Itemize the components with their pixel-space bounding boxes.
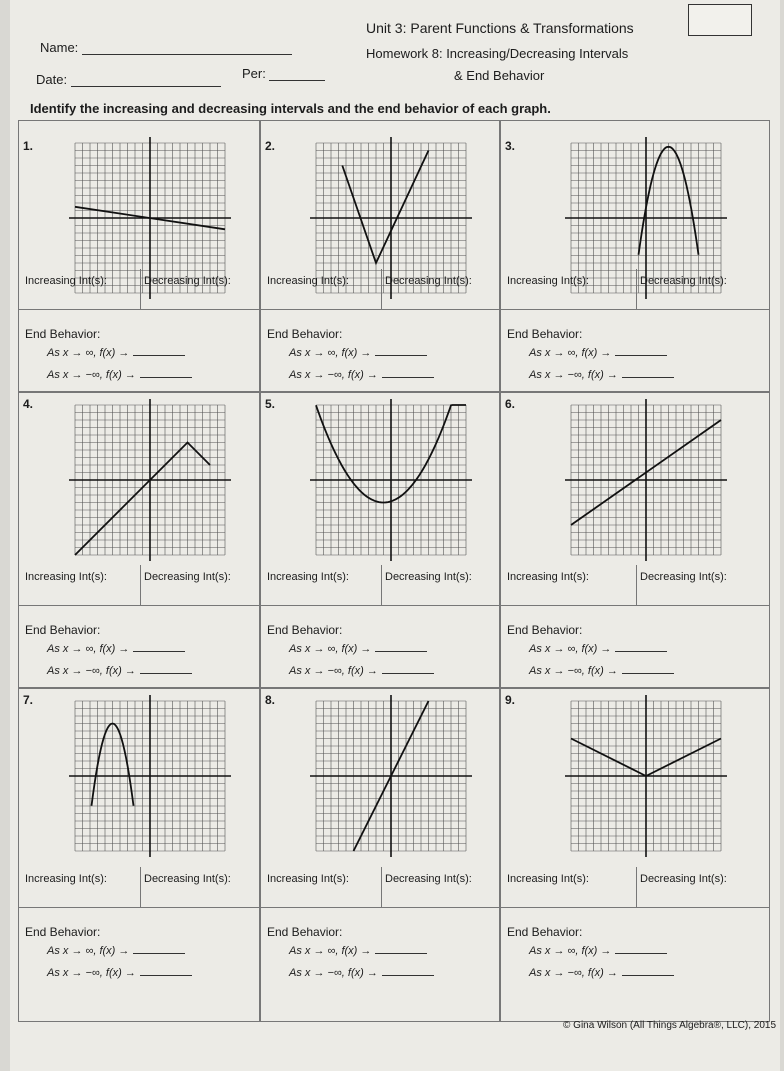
- instructions: Identify the increasing and decreasing intervals and the end behavior of each graph.: [30, 101, 551, 116]
- end-behavior-text: As x → ∞, f(x) →: [289, 643, 372, 655]
- answer-rule: [261, 907, 499, 908]
- answer-blank[interactable]: [133, 953, 185, 954]
- answer-blank[interactable]: [140, 975, 192, 976]
- answer-blank[interactable]: [622, 673, 674, 674]
- end-behavior-negative[interactable]: [289, 665, 434, 677]
- answer-divider: [140, 269, 141, 309]
- decreasing-label: Decreasing Int(s):: [144, 873, 231, 885]
- answer-rule: [501, 907, 769, 908]
- answer-blank[interactable]: [375, 651, 427, 652]
- problem-6: [500, 392, 770, 688]
- answer-rule: [19, 907, 259, 908]
- problem-number: 1.: [23, 139, 34, 153]
- end-behavior-positive[interactable]: [289, 643, 427, 655]
- end-behavior-text: As x → −∞, f(x) →: [289, 369, 378, 381]
- decreasing-label: Decreasing Int(s):: [640, 275, 727, 287]
- coordinate-graph: [561, 395, 731, 565]
- problem-9: [500, 688, 770, 1022]
- end-behavior-text: As x → −∞, f(x) →: [529, 369, 618, 381]
- end-behavior-positive[interactable]: [47, 945, 185, 957]
- increasing-label: Increasing Int(s):: [25, 873, 107, 885]
- problem-number: 8.: [265, 693, 276, 707]
- per-field[interactable]: [242, 66, 325, 81]
- problem-7: [18, 688, 260, 1022]
- problem-number: 6.: [505, 397, 516, 411]
- answer-blank[interactable]: [615, 651, 667, 652]
- increasing-label: Increasing Int(s):: [267, 571, 349, 583]
- answer-blank[interactable]: [615, 953, 667, 954]
- increasing-label: Increasing Int(s):: [507, 571, 589, 583]
- problem-number: 7.: [23, 693, 34, 707]
- end-behavior-negative[interactable]: [529, 665, 674, 677]
- answer-blank[interactable]: [140, 673, 192, 674]
- coordinate-graph: [306, 691, 476, 861]
- end-behavior-text: As x → −∞, f(x) →: [47, 665, 136, 677]
- end-behavior-text: As x → −∞, f(x) →: [529, 967, 618, 979]
- end-behavior-label: End Behavior:: [25, 623, 101, 637]
- answer-rule: [19, 309, 259, 310]
- end-behavior-text: As x → −∞, f(x) →: [529, 665, 618, 677]
- date-blank[interactable]: [71, 86, 221, 87]
- answer-divider: [381, 867, 382, 907]
- end-behavior-label: End Behavior:: [267, 623, 343, 637]
- name-field[interactable]: [40, 40, 292, 55]
- end-behavior-label: End Behavior:: [507, 623, 583, 637]
- end-behavior-positive[interactable]: [289, 347, 427, 359]
- answer-blank[interactable]: [382, 377, 434, 378]
- worksheet: [10, 0, 780, 1071]
- name-label: Name:: [40, 40, 79, 55]
- increasing-label: Increasing Int(s):: [267, 873, 349, 885]
- end-behavior-text: As x → −∞, f(x) →: [47, 369, 136, 381]
- answer-rule: [19, 605, 259, 606]
- per-blank[interactable]: [269, 80, 325, 81]
- answer-blank[interactable]: [375, 953, 427, 954]
- end-behavior-positive[interactable]: [47, 347, 185, 359]
- unit-title: Unit 3: Parent Functions & Transformations: [366, 20, 634, 36]
- answer-blank[interactable]: [382, 975, 434, 976]
- date-field[interactable]: [36, 72, 221, 87]
- end-behavior-negative[interactable]: [289, 369, 434, 381]
- per-label: Per:: [242, 66, 266, 81]
- answer-rule: [501, 605, 769, 606]
- end-behavior-text: As x → −∞, f(x) →: [47, 967, 136, 979]
- end-behavior-label: End Behavior:: [507, 925, 583, 939]
- end-behavior-text: As x → −∞, f(x) →: [289, 967, 378, 979]
- decreasing-label: Decreasing Int(s):: [385, 571, 472, 583]
- end-behavior-negative[interactable]: [47, 967, 192, 979]
- answer-blank[interactable]: [375, 355, 427, 356]
- end-behavior-label: End Behavior:: [267, 925, 343, 939]
- end-behavior-text: As x → ∞, f(x) →: [529, 643, 612, 655]
- end-behavior-text: As x → ∞, f(x) →: [289, 945, 372, 957]
- problem-3: [500, 120, 770, 392]
- answer-divider: [381, 565, 382, 605]
- answer-blank[interactable]: [622, 377, 674, 378]
- end-behavior-positive[interactable]: [529, 643, 667, 655]
- end-behavior-label: End Behavior:: [25, 925, 101, 939]
- increasing-label: Increasing Int(s):: [267, 275, 349, 287]
- answer-blank[interactable]: [615, 355, 667, 356]
- end-behavior-label: End Behavior:: [25, 327, 101, 341]
- end-behavior-text: As x → ∞, f(x) →: [529, 945, 612, 957]
- end-behavior-negative[interactable]: [47, 665, 192, 677]
- problem-1: [18, 120, 260, 392]
- end-behavior-text: As x → ∞, f(x) →: [289, 347, 372, 359]
- end-behavior-label: End Behavior:: [507, 327, 583, 341]
- answer-blank[interactable]: [133, 355, 185, 356]
- decreasing-label: Decreasing Int(s):: [144, 275, 231, 287]
- answer-rule: [261, 309, 499, 310]
- answer-divider: [636, 269, 637, 309]
- answer-divider: [140, 565, 141, 605]
- end-behavior-negative[interactable]: [529, 369, 674, 381]
- coordinate-graph: [65, 395, 235, 565]
- problem-4: [18, 392, 260, 688]
- end-behavior-label: End Behavior:: [267, 327, 343, 341]
- score-box[interactable]: [688, 4, 752, 36]
- problem-number: 9.: [505, 693, 516, 707]
- answer-divider: [381, 269, 382, 309]
- answer-rule: [501, 309, 769, 310]
- end-behavior-positive[interactable]: [289, 945, 427, 957]
- coordinate-graph: [561, 691, 731, 861]
- answer-blank[interactable]: [622, 975, 674, 976]
- answer-blank[interactable]: [382, 673, 434, 674]
- function-curve: [342, 151, 428, 264]
- end-behavior-text: As x → −∞, f(x) →: [289, 665, 378, 677]
- homework-title: Homework 8: Increasing/Decreasing Intervals: [366, 46, 629, 61]
- answer-blank[interactable]: [133, 651, 185, 652]
- increasing-label: Increasing Int(s):: [25, 275, 107, 287]
- problem-number: 5.: [265, 397, 276, 411]
- increasing-label: Increasing Int(s):: [507, 275, 589, 287]
- increasing-label: Increasing Int(s):: [507, 873, 589, 885]
- date-label: Date:: [36, 72, 68, 87]
- end-behavior-negative[interactable]: [289, 967, 434, 979]
- coordinate-graph: [306, 395, 476, 565]
- end-behavior-text: As x → ∞, f(x) →: [47, 643, 130, 655]
- decreasing-label: Decreasing Int(s):: [385, 873, 472, 885]
- homework-subtitle: & End Behavior: [454, 68, 545, 83]
- decreasing-label: Decreasing Int(s):: [640, 873, 727, 885]
- end-behavior-text: As x → ∞, f(x) →: [47, 945, 130, 957]
- copyright-footer: © Gina Wilson (All Things Algebra®, LLC), 2015: [563, 1020, 776, 1031]
- answer-rule: [261, 605, 499, 606]
- name-blank[interactable]: [82, 54, 292, 55]
- end-behavior-text: As x → ∞, f(x) →: [47, 347, 130, 359]
- decreasing-label: Decreasing Int(s):: [144, 571, 231, 583]
- answer-divider: [636, 565, 637, 605]
- answer-blank[interactable]: [140, 377, 192, 378]
- answer-divider: [140, 867, 141, 907]
- problem-number: 4.: [23, 397, 34, 411]
- problem-number: 2.: [265, 139, 276, 153]
- problem-2: [260, 120, 500, 392]
- decreasing-label: Decreasing Int(s):: [640, 571, 727, 583]
- end-behavior-negative[interactable]: [47, 369, 192, 381]
- end-behavior-positive[interactable]: [529, 945, 667, 957]
- problem-number: 3.: [505, 139, 516, 153]
- end-behavior-positive[interactable]: [47, 643, 185, 655]
- problem-8: [260, 688, 500, 1022]
- end-behavior-negative[interactable]: [529, 967, 674, 979]
- increasing-label: Increasing Int(s):: [25, 571, 107, 583]
- answer-divider: [636, 867, 637, 907]
- end-behavior-positive[interactable]: [529, 347, 667, 359]
- end-behavior-text: As x → ∞, f(x) →: [529, 347, 612, 359]
- problem-5: [260, 392, 500, 688]
- decreasing-label: Decreasing Int(s):: [385, 275, 472, 287]
- coordinate-graph: [65, 691, 235, 861]
